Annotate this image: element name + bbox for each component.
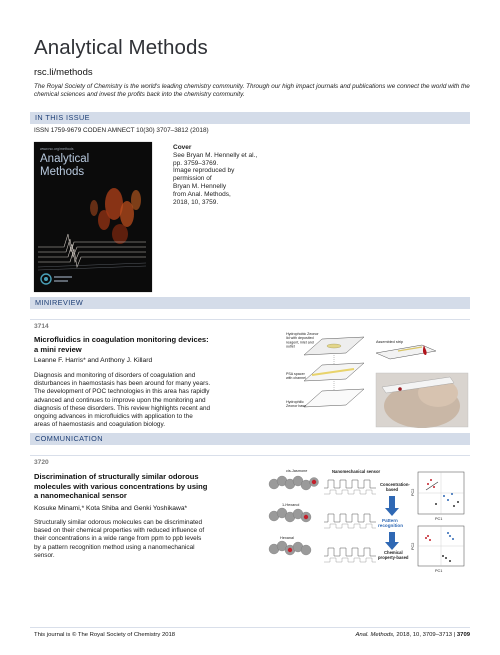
- abstract-line: ongoing advances in microfluidics with application to the: [34, 413, 193, 421]
- concentration-label: Concentration-based: [380, 482, 410, 492]
- sensor-label: Nanomechanical sensor: [332, 469, 381, 474]
- abstract-line: areas of haemostasis and coagulation biology.: [34, 421, 165, 429]
- cover-caption: [173, 144, 283, 206]
- chemical-label: Chemical property-based: [378, 550, 409, 560]
- band-in-this-issue: IN THIS ISSUE: [30, 112, 470, 124]
- cover-caption-line: Bryan M. Hennelly: [173, 182, 227, 190]
- abstract-line: The development of POC technologies in this area has rapidly: [34, 388, 210, 396]
- abstract-line: advanced and continues to improve upon the monitoring and: [34, 396, 206, 404]
- footer-divider: [30, 627, 470, 628]
- abstract-line: diagnosis of these disorders. This review highlights recent and: [34, 404, 211, 412]
- band-minireview: MINIREVIEW: [30, 297, 470, 309]
- fig-label-mid: PSA spacer with channel: [286, 372, 306, 381]
- microfluidic-strip-diagram: [272, 331, 470, 429]
- abstract-line: by a pattern recognition method using a nanomechanical: [34, 543, 195, 551]
- minireview-title[interactable]: [34, 335, 259, 354]
- molecule-label: cis-Jasmone: [286, 469, 308, 473]
- section-divider: [30, 319, 470, 320]
- abstract-line: sensor.: [34, 551, 55, 559]
- cover-caption-line: Image reproduced by: [173, 167, 235, 175]
- issn-line: ISSN 1759-9679 CODEN AMNECT 10(30) 3707–3812 (2018): [34, 127, 209, 134]
- footer-cite: 2018, 10, 3709–3713 |: [394, 632, 457, 638]
- minireview-abstract: [34, 372, 259, 429]
- cover-caption-line: 2018, 10, 3759.: [173, 198, 219, 206]
- band-communication: COMMUNICATION: [30, 433, 470, 445]
- cover-caption-label: Cover: [173, 144, 192, 151]
- svg-text:www.rsc.org/methods: www.rsc.org/methods: [40, 147, 74, 151]
- communication-figure: [268, 466, 470, 574]
- footer-page: 3709: [456, 632, 470, 638]
- molecule-label: 1-Hexanol: [282, 503, 300, 507]
- abstract-line: Diagnosis and monitoring of disorders of coagulation and: [34, 372, 196, 379]
- footer-copyright: This journal is © The Royal Society of Chemistry 2018: [34, 632, 176, 638]
- footer-citation: [355, 632, 470, 638]
- communication-authors: Kosuke Minami,* Kota Shiba and Genki Yoshikawa*: [34, 505, 188, 512]
- fig-label-bottom: Hydrophilic Zeonor base: [286, 400, 307, 409]
- cover-caption-line: pp. 3759–3769.: [173, 159, 219, 167]
- abstract-line: Structurally similar odorous molecules can be discriminated: [34, 519, 203, 526]
- journal-intro: The Royal Society of Chemistry is the world's leading chemistry community. Through our high impact journals and publications we connect the world with the chemical sciences and invest the profits back into the chemistry community.: [34, 83, 470, 99]
- pc2-label: PC2: [411, 542, 415, 550]
- communication-title-line: Discrimination of structurally similar odorous: [34, 472, 199, 481]
- minireview-page-number: 3714: [34, 323, 49, 330]
- communication-abstract: [34, 519, 259, 560]
- minireview-figure: [272, 331, 470, 429]
- pattern-label: Pattern recognition: [378, 518, 404, 528]
- minireview-authors: Leanne F. Harris* and Anthony J. Killard: [34, 357, 153, 364]
- communication-title-line: molecules with various concentrations by using: [34, 481, 208, 491]
- cover-header-line1: Analytical: [40, 153, 90, 165]
- abstract-line: based on their chemical properties with reduced influence of: [34, 527, 205, 535]
- communication-title[interactable]: [34, 472, 259, 501]
- cover-image[interactable]: [34, 142, 152, 292]
- minireview-title-line: Microfluidics in coagulation monitoring devices:: [34, 335, 209, 344]
- minireview-title-line: a mini review: [34, 344, 82, 354]
- section-divider: [30, 455, 470, 456]
- cover-caption-line: permission of: [173, 175, 212, 183]
- communication-title-line: a nanomechanical sensor: [34, 491, 127, 500]
- journal-url[interactable]: rsc.li/methods: [34, 67, 93, 78]
- molecule-label: Hexanal: [280, 536, 294, 540]
- cover-caption-line: from Anal. Methods,: [173, 190, 231, 198]
- abstract-line: their concentrations in a wide range from ppm to ppb levels: [34, 535, 202, 543]
- footer-journal: Anal. Methods,: [355, 632, 395, 638]
- pc1-label: PC1: [435, 569, 443, 573]
- cover-header-line2: Methods: [40, 166, 85, 178]
- cover-caption-line: See Bryan M. Hennelly et al.,: [173, 151, 258, 159]
- pc2-label: PC2: [411, 488, 415, 496]
- cover-art: [34, 142, 152, 292]
- pc1-label: PC1: [435, 517, 443, 521]
- fig-label-right: Assembled strip: [376, 340, 404, 344]
- fig-label-top: Hydrophobic Zeonor lid with deposited reagent, inlet and outlet: [286, 332, 319, 349]
- nanomechanical-sensor-diagram: [268, 466, 470, 574]
- abstract-line: disturbances in haemostasis has been around for many years.: [34, 380, 211, 388]
- journal-title: Analytical Methods: [34, 36, 208, 59]
- communication-page-number: 3720: [34, 459, 49, 466]
